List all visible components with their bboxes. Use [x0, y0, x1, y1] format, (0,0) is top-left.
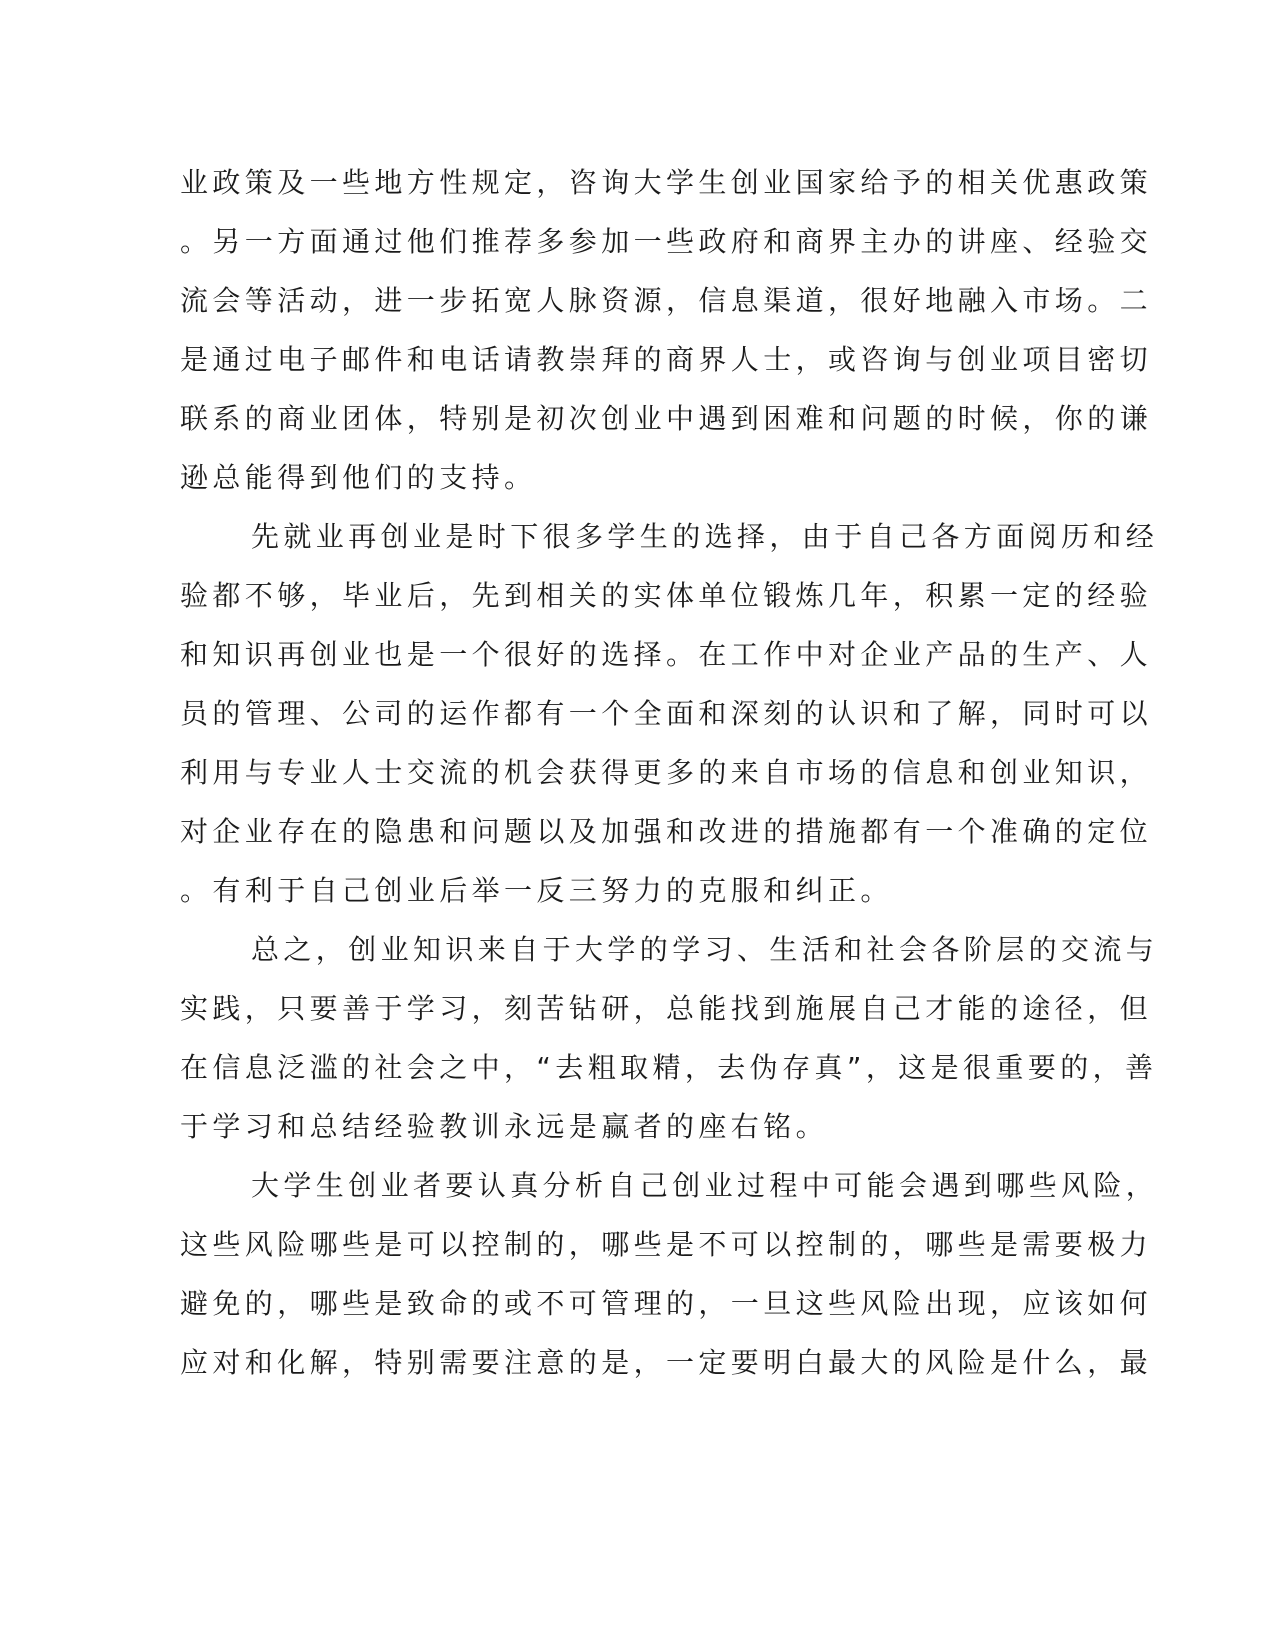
- text-line: 对企业存在的隐患和问题以及加强和改进的措施都有一个准确的定位: [180, 815, 1153, 848]
- text-line: 验都不够，毕业后，先到相关的实体单位锻炼几年，积累一定的经验: [180, 579, 1153, 612]
- text-line: 总之，创业知识来自于大学的学习、生活和社会各阶层的交流与: [251, 933, 1159, 966]
- text-line: 业政策及一些地方性规定，咨询大学生创业国家给予的相关优惠政策: [180, 166, 1153, 199]
- text-line: 利用与专业人士交流的机会获得更多的来自市场的信息和创业知识，: [180, 756, 1153, 789]
- text-line: 大学生创业者要认真分析自己创业过程中可能会遇到哪些风险，: [251, 1169, 1159, 1202]
- text-line: 于学习和总结经验教训永远是赢者的座右铭。: [180, 1110, 829, 1143]
- text-line: 这些风险哪些是可以控制的，哪些是不可以控制的，哪些是需要极力: [180, 1228, 1153, 1261]
- text-line: 应对和化解，特别需要注意的是，一定要明白最大的风险是什么，最: [180, 1346, 1153, 1379]
- text-line: 和知识再创业也是一个很好的选择。在工作中对企业产品的生产、人: [180, 638, 1153, 671]
- text-line: 实践，只要善于学习，刻苦钻研，总能找到施展自己才能的途径，但: [180, 992, 1153, 1025]
- text-line: 流会等活动，进一步拓宽人脉资源，信息渠道，很好地融入市场。二: [180, 284, 1153, 317]
- text-line: 避免的，哪些是致命的或不可管理的，一旦这些风险出现，应该如何: [180, 1287, 1153, 1320]
- text-line: 员的管理、公司的运作都有一个全面和深刻的认识和了解，同时可以: [180, 697, 1153, 730]
- text-line: 在信息泛滥的社会之中，“去粗取精，去伪存真”，这是很重要的，善: [180, 1051, 1158, 1084]
- text-line: 先就业再创业是时下很多学生的选择，由于自己各方面阅历和经: [251, 520, 1159, 553]
- text-line: 。另一方面通过他们推荐多参加一些政府和商界主办的讲座、经验交: [180, 225, 1153, 258]
- text-line: 是通过电子邮件和电话请教崇拜的商界人士，或咨询与创业项目密切: [180, 343, 1153, 376]
- text-line: 联系的商业团体，特别是初次创业中遇到困难和问题的时候，你的谦: [180, 402, 1153, 435]
- text-line: 逊总能得到他们的支持。: [180, 461, 537, 494]
- text-line: 。有利于自己创业后举一反三努力的克服和纠正。: [180, 874, 893, 907]
